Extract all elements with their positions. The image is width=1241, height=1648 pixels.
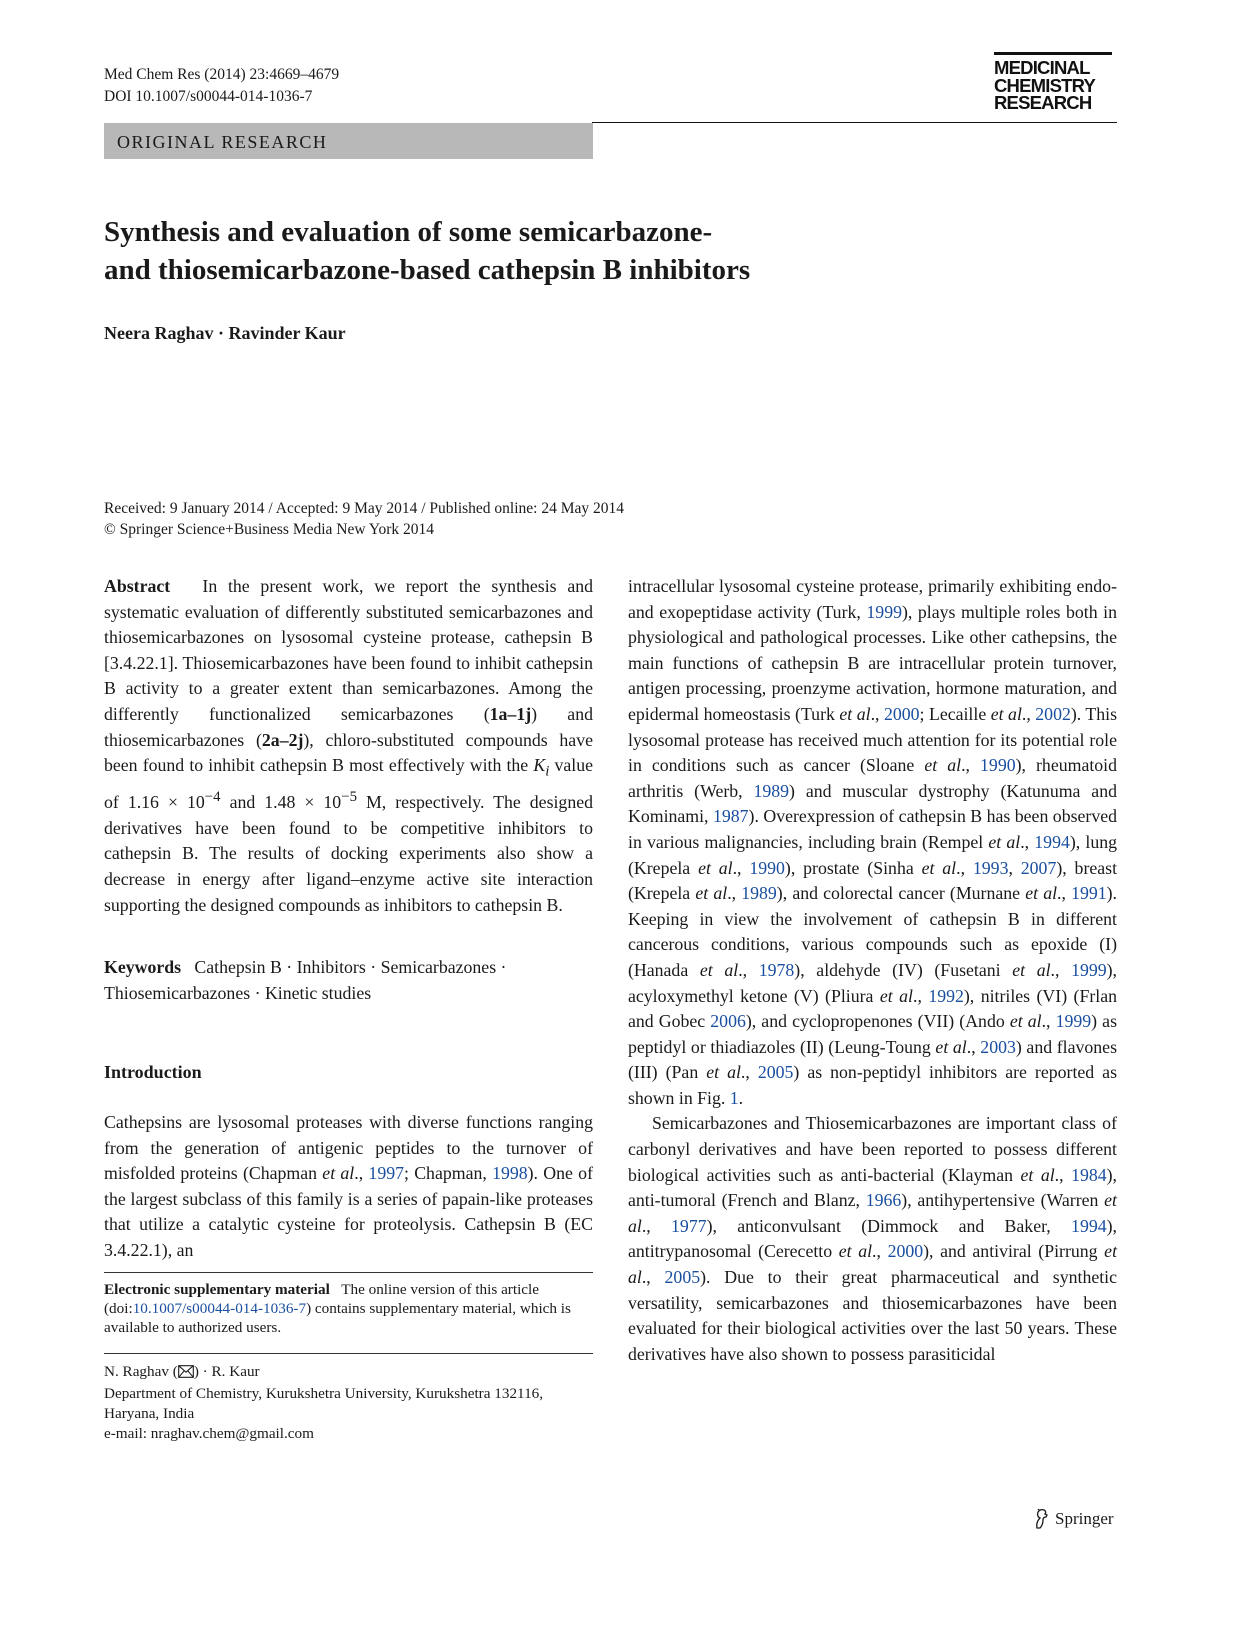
journal-logo <box>994 52 1116 112</box>
et-al: et al <box>935 1036 967 1057</box>
footnote-rule <box>104 1272 593 1273</box>
springer-horse-icon <box>1031 1508 1051 1530</box>
esm-footnote <box>104 1280 593 1337</box>
et-al: et al <box>699 959 739 980</box>
body-text: ) and muscular dystrophy (Katunuma and Kominami, <box>628 780 1117 827</box>
ki-symbol: K <box>533 755 546 776</box>
et-al: et al <box>988 831 1021 852</box>
citation-link[interactable]: 2002 <box>1035 703 1071 724</box>
copyright-line: © Springer Science+Business Media New York 2014 <box>104 521 435 538</box>
body-text: ., <box>1057 883 1072 904</box>
body-text: ., <box>738 959 759 980</box>
dates-line: Received: 9 January 2014 / Accepted: 9 May 2014 / Published online: 24 May 2014 <box>104 500 625 517</box>
body-text: ; Chapman, <box>403 1163 493 1184</box>
body-text: ., <box>727 883 742 904</box>
body-text: , <box>1008 857 1021 878</box>
citation-link[interactable]: 1998 <box>492 1163 528 1184</box>
body-text: ), and antiviral (Pirrung <box>923 1241 1105 1262</box>
body-text: ) as peptidyl or thiadiazoles (II) (Leung-Toung <box>628 1011 1117 1057</box>
body-text: ), plays multiple roles both in physiological and pathological processes. Like other cathepsins, the main functions of cathepsin B are intracellular protein turnover, antigen processing, proenzyme activation, hormone maturation, and epidermal homeostasis (Turk <box>628 601 1117 724</box>
journal-citation: Med Chem Res (2014) 23:4669–4679 <box>104 66 340 83</box>
body-text: ., <box>966 1036 981 1057</box>
et-al: et al <box>698 857 733 878</box>
body-text: ., <box>913 985 929 1006</box>
body-text: ., <box>641 1215 672 1236</box>
paragraph <box>628 1111 1117 1367</box>
citation-link[interactable]: 1997 <box>368 1163 404 1184</box>
et-al: et al <box>695 883 728 904</box>
doi-link[interactable]: 10.1007/s00044-014-1036-7 <box>132 1300 307 1317</box>
paragraph <box>628 574 1117 1111</box>
citation-link[interactable]: 1999 <box>1055 1011 1092 1032</box>
logo-line: RESEARCH <box>994 92 1092 113</box>
body-text: ), aldehyde (IV) (Fusetani <box>794 959 1013 980</box>
affiliation: Department of Chemistry, Kurukshetra University, Kurukshetra 132116, Haryana, India <box>104 1385 544 1422</box>
body-text: ) as non-peptidyl inhibitors are reported as shown in Fig. <box>628 1062 1117 1108</box>
compound-range: 2a–2j <box>261 729 304 750</box>
body-text: ., <box>354 1163 369 1184</box>
citation-link[interactable]: 1978 <box>758 959 795 980</box>
body-text: ), rheumatoid arthritis (Werb, <box>628 755 1117 801</box>
abstract-text: In the present work, we report the synthesis and systematic evaluation of differently substituted semicarbazones and thiosemicarbazones on lysosomal cysteine protease, cathepsin B [3.4.22.1]. Thiosemicarbazones have been found to inhibit cathepsin B activity to a greater extent than semicarbazones. Among the differently functionalized semicarbazones ( <box>104 576 593 724</box>
body-text: ., <box>1054 1164 1072 1185</box>
citation-link[interactable]: 1977 <box>671 1215 707 1236</box>
header-rule <box>592 122 1117 123</box>
abstract-text: and 1.48 × 10 <box>220 792 342 813</box>
body-text: ). One of the largest subclass of this family is a series of papain-like proteases that utilize a catalytic cysteine for proteolysis. Cathepsin B (EC 3.4.22.1), an <box>104 1163 593 1260</box>
journal-reference <box>104 64 339 108</box>
logo-line: CHEMISTRY <box>994 74 1096 96</box>
body-text: ), anticonvulsant (Dimmock and Baker, <box>706 1215 1072 1236</box>
ki-subscript: i <box>545 763 550 780</box>
body-text: Cathepsins are lysosomal proteases with diverse functions ranging from the generation of antigenic peptides to the turnover of misfolded proteins (Chapman <box>104 1112 593 1184</box>
et-al: et al <box>1020 1164 1055 1185</box>
abstract-text: M, respectively. The designed derivatives have been found to be competitive inhibitors to cathepsin B. The results of docking experiments also show a decrease in energy after ligand–enzyme active site interaction supporting the designed compounds as inhibitors to cathepsin B. <box>104 792 593 915</box>
et-al: et al <box>706 1062 741 1083</box>
body-text: ., <box>1041 1011 1056 1032</box>
et-al: et al <box>839 703 871 724</box>
title-line: Synthesis and evaluation of some semicarbazone- <box>104 216 713 248</box>
et-al: et al <box>990 703 1022 724</box>
footnote-text: The online version of this article (doi: <box>104 1281 540 1317</box>
keywords <box>104 955 593 1006</box>
title-line: and thiosemicarbazone-based cathepsin B inhibitors <box>104 254 751 286</box>
body-text: ., <box>956 857 973 878</box>
body-text: ., <box>1020 831 1035 852</box>
citation-link[interactable]: 2003 <box>980 1036 1016 1057</box>
publisher-mark <box>1031 1508 1114 1530</box>
body-text: ), and cyclopropenones (VII) (Ando <box>745 1011 1010 1032</box>
footnote-text: ) · R. Kaur <box>193 1363 260 1380</box>
et-al: et al <box>628 1241 1118 1288</box>
citation-link[interactable]: 1987 <box>712 806 749 827</box>
et-al: et al <box>921 857 957 878</box>
right-column-text <box>628 574 1117 1367</box>
body-text: ., <box>1021 703 1036 724</box>
body-text: ). Keeping in view the involvement of cathepsin B in different cancerous conditions, various compounds such as epoxide (I) (Hanada <box>628 883 1118 980</box>
body-text: ), anti-tumoral (French and Blanz, <box>628 1164 1117 1211</box>
esm-label: Electronic supplementary material <box>104 1281 330 1298</box>
section-heading-introduction: Introduction <box>104 1062 202 1082</box>
citation-link[interactable]: 2005 <box>664 1267 701 1288</box>
body-text: ). Due to their great pharmaceutical and synthetic versatility, semicarbazones and thiosemicarbazones have been evaluated for their biological activities over the last 50 years. These derivatives have also shown to possess parasiticidal <box>628 1267 1117 1364</box>
category-label: ORIGINAL RESEARCH <box>117 132 328 152</box>
et-al: et al <box>1009 1011 1042 1032</box>
et-al: et al <box>924 755 962 776</box>
citation-link[interactable]: 1994 <box>1034 831 1070 852</box>
category-bar <box>104 123 593 159</box>
body-text: ), nitriles (VI) (Frlan and Gobec <box>628 985 1118 1032</box>
body-text: ), and colorectal cancer (Murnane <box>776 883 1026 904</box>
citation-link[interactable]: 1990 <box>980 755 1016 776</box>
figure-link[interactable]: 1 <box>729 1087 739 1108</box>
body-text: ), prostate (Sinha <box>784 857 922 878</box>
body-text: ; Lecaille <box>919 703 991 724</box>
citation-link[interactable]: 1991 <box>1071 883 1107 904</box>
et-al: et al <box>1025 883 1058 904</box>
footnote-text: ) contains supplementary material, which is available to authorized users. <box>104 1300 571 1336</box>
body-text: ., <box>872 1241 888 1262</box>
abstract-label: Abstract <box>104 576 171 596</box>
body-text: ), breast (Krepela <box>628 857 1118 904</box>
keywords-list: Cathepsin B · Inhibitors · Semicarbazones · Thiosemicarbazones · Kinetic studies <box>104 957 507 1003</box>
body-text: ., <box>870 703 884 724</box>
email: e-mail: nraghav.chem@gmail.com <box>104 1425 314 1442</box>
body-text: ). Overexpression of cathepsin B has been observed in various malignancies, including brain (Rempel <box>628 806 1117 852</box>
footnote-text: N. Raghav ( <box>104 1363 178 1380</box>
et-al: et al <box>1012 959 1051 980</box>
body-text: intracellular lysosomal cysteine protease, primarily exhibiting endo- and exopeptidase activity (Turk, <box>628 576 1117 622</box>
abstract <box>104 574 593 918</box>
citation-link[interactable]: 1966 <box>865 1190 902 1211</box>
keywords-label: Keywords <box>104 957 182 977</box>
introduction-paragraph <box>104 1110 593 1264</box>
body-text: ., <box>740 1062 758 1083</box>
body-text: ), acyloxymethyl ketone (V) (Pliura <box>628 959 1118 1006</box>
citation-link[interactable]: 1989 <box>741 883 777 904</box>
body-text: ., <box>961 755 981 776</box>
citation-link[interactable]: 1992 <box>928 985 964 1006</box>
citation-link[interactable]: 2007 <box>1020 857 1057 878</box>
abstract-text: value of 1.16 × 10 <box>104 755 593 813</box>
et-al: et al <box>322 1163 355 1184</box>
citation-link[interactable]: 1990 <box>749 857 785 878</box>
citation-link[interactable]: 2006 <box>710 1011 746 1032</box>
body-text: . <box>738 1087 744 1108</box>
citation-link[interactable]: 2005 <box>757 1062 794 1083</box>
exponent: −5 <box>341 789 357 806</box>
citation-link[interactable]: 2000 <box>883 703 920 724</box>
abstract-text: ), chloro-substituted compounds have been found to inhibit cathepsin B most effectively with the <box>104 729 593 776</box>
publisher-name: Springer <box>1055 1509 1114 1528</box>
body-text: Semicarbazones and Thiosemicarbazones are important class of carbonyl derivatives and have been reported to possess different biological activities such as anti-bacterial (Klayman <box>628 1113 1117 1185</box>
exponent: −4 <box>204 789 221 806</box>
publication-dates <box>104 498 624 540</box>
compound-range: 1a–1j <box>489 703 532 724</box>
et-al: et al <box>879 985 913 1006</box>
citation-link[interactable]: 1999 <box>866 601 902 622</box>
footnote-rule <box>104 1353 593 1354</box>
body-text: ., <box>1050 959 1072 980</box>
body-text: ). This lysosomal protease has received much attention for its potential role in conditions such as cancer (Sloane <box>628 703 1118 776</box>
body-text: ), antitrypanosomal (Cerecetto <box>628 1215 1117 1262</box>
citation-link[interactable]: 1984 <box>1071 1164 1107 1185</box>
abstract-text: ) and thiosemicarbazones ( <box>104 703 593 750</box>
et-al: et al <box>628 1190 1117 1236</box>
citation-link[interactable]: 1989 <box>753 780 790 801</box>
body-text: ), antihypertensive (Warren <box>901 1190 1105 1211</box>
author-list: Neera Raghav · Ravinder Kaur <box>104 323 346 343</box>
article-title <box>104 213 1004 289</box>
et-al: et al <box>838 1241 873 1262</box>
logo-line: MEDICINAL <box>994 57 1090 78</box>
citation-link[interactable]: 1999 <box>1071 959 1107 980</box>
citation-link[interactable]: 2000 <box>887 1241 924 1262</box>
body-text: ), lung (Krepela <box>628 831 1117 878</box>
logo-bar <box>994 52 1112 55</box>
doi-line: DOI 10.1007/s00044-014-1036-7 <box>104 88 313 105</box>
body-text: ., <box>641 1267 665 1288</box>
citation-link[interactable]: 1993 <box>972 857 1009 878</box>
envelope-icon[interactable] <box>178 1364 194 1384</box>
citation-link[interactable]: 1994 <box>1071 1215 1107 1236</box>
body-text: ., <box>732 857 750 878</box>
author-footnote <box>104 1362 593 1444</box>
body-text: ) and flavones (III) (Pan <box>628 1036 1117 1083</box>
